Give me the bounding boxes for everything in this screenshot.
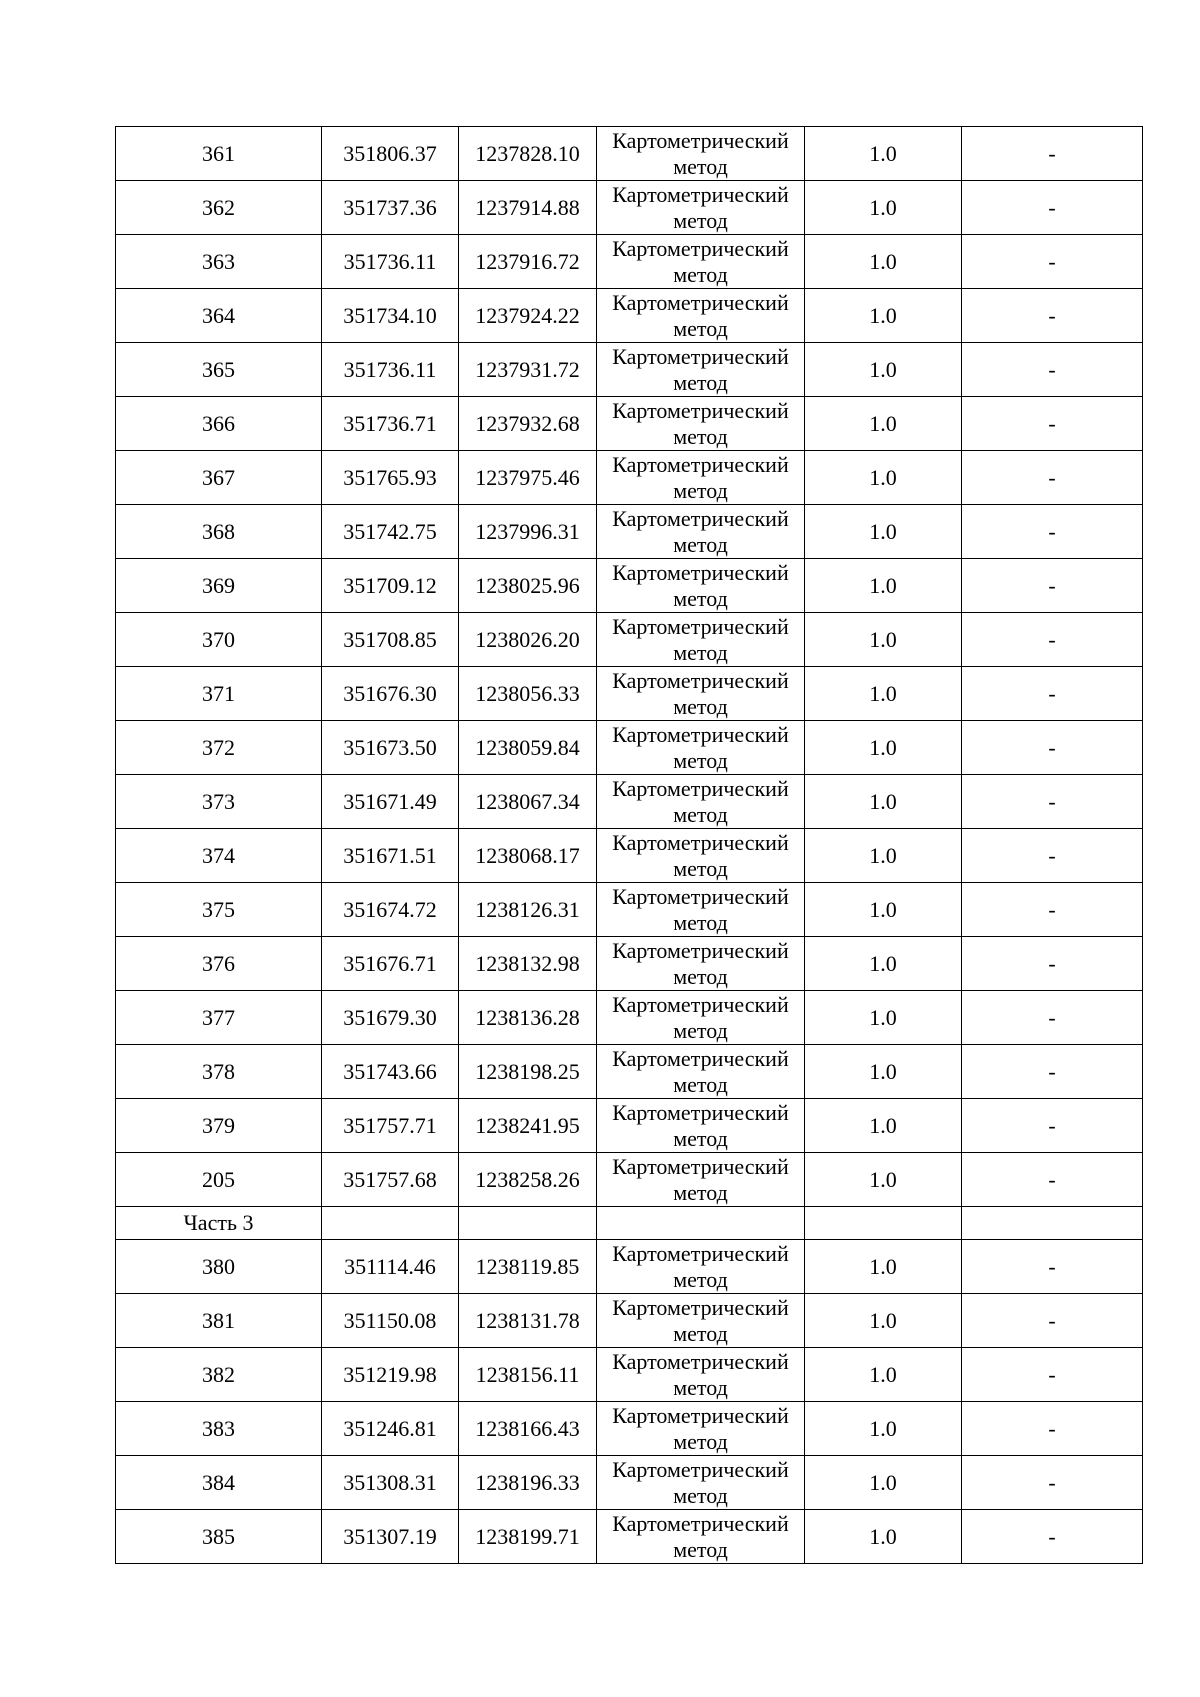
accuracy-cell: 1.0 <box>805 775 962 829</box>
accuracy-cell: 1.0 <box>805 1153 962 1207</box>
point-number-cell: 365 <box>116 343 322 397</box>
point-number-cell: 361 <box>116 127 322 181</box>
x-coordinate-cell: 351679.30 <box>322 991 459 1045</box>
method-line-2: метод <box>673 423 728 449</box>
point-number-cell: 376 <box>116 937 322 991</box>
accuracy-cell: 1.0 <box>805 1099 962 1153</box>
method-line-2: метод <box>673 1179 728 1205</box>
method-cell <box>597 1456 805 1510</box>
point-number-cell: 379 <box>116 1099 322 1153</box>
method-line-1: Картометрический <box>612 181 789 207</box>
table-row <box>116 829 1143 883</box>
note-cell: - <box>962 505 1143 559</box>
table-row <box>116 127 1143 181</box>
method-line-2: метод <box>673 1017 728 1043</box>
note-cell: - <box>962 181 1143 235</box>
method-cell <box>597 721 805 775</box>
note-cell: - <box>962 343 1143 397</box>
coordinates-table <box>115 126 1143 1564</box>
table-row <box>116 1153 1143 1207</box>
method-line-1: Картометрический <box>612 235 789 261</box>
y-coordinate-cell: 1238131.78 <box>459 1294 597 1348</box>
method-cell <box>597 883 805 937</box>
method-line-2: метод <box>673 1125 728 1151</box>
note-cell: - <box>962 1240 1143 1294</box>
method-cell <box>597 559 805 613</box>
note-cell: - <box>962 1510 1143 1564</box>
method-line-1: Картометрический <box>612 1099 789 1125</box>
method-cell <box>597 127 805 181</box>
y-coordinate-cell: 1238199.71 <box>459 1510 597 1564</box>
x-coordinate-cell: 351671.51 <box>322 829 459 883</box>
point-number-cell: 374 <box>116 829 322 883</box>
method-cell <box>597 1045 805 1099</box>
x-coordinate-cell: 351676.71 <box>322 937 459 991</box>
y-coordinate-cell: 1237914.88 <box>459 181 597 235</box>
y-coordinate-cell: 1237924.22 <box>459 289 597 343</box>
note-cell: - <box>962 1045 1143 1099</box>
method-cell <box>597 181 805 235</box>
table-row <box>116 1294 1143 1348</box>
x-coordinate-cell: 351219.98 <box>322 1348 459 1402</box>
accuracy-cell: 1.0 <box>805 289 962 343</box>
method-line-2: метод <box>673 693 728 719</box>
note-cell: - <box>962 829 1143 883</box>
y-coordinate-cell: 1238198.25 <box>459 1045 597 1099</box>
method-cell <box>597 1294 805 1348</box>
x-coordinate-cell: 351246.81 <box>322 1402 459 1456</box>
y-coordinate-cell: 1238166.43 <box>459 1402 597 1456</box>
x-coordinate-cell: 351114.46 <box>322 1240 459 1294</box>
method-line-1: Картометрический <box>612 937 789 963</box>
point-number-cell: 368 <box>116 505 322 559</box>
empty-cell <box>962 1207 1143 1240</box>
accuracy-cell: 1.0 <box>805 613 962 667</box>
point-number-cell: 362 <box>116 181 322 235</box>
method-line-1: Картометрический <box>612 127 789 153</box>
method-cell <box>597 937 805 991</box>
method-line-1: Картометрический <box>612 397 789 423</box>
table-row <box>116 181 1143 235</box>
method-cell <box>597 829 805 883</box>
point-number-cell: 378 <box>116 1045 322 1099</box>
accuracy-cell: 1.0 <box>805 451 962 505</box>
x-coordinate-cell: 351150.08 <box>322 1294 459 1348</box>
point-number-cell: 377 <box>116 991 322 1045</box>
method-cell <box>597 1099 805 1153</box>
method-line-2: метод <box>673 1320 728 1346</box>
section-header-row <box>116 1207 1143 1240</box>
x-coordinate-cell: 351674.72 <box>322 883 459 937</box>
method-line-2: метод <box>673 801 728 827</box>
point-number-cell: 373 <box>116 775 322 829</box>
point-number-cell: 371 <box>116 667 322 721</box>
note-cell: - <box>962 1456 1143 1510</box>
y-coordinate-cell: 1238196.33 <box>459 1456 597 1510</box>
coordinates-table-body <box>116 127 1143 1564</box>
method-line-2: метод <box>673 153 728 179</box>
table-row <box>116 883 1143 937</box>
method-cell <box>597 289 805 343</box>
table-row <box>116 1456 1143 1510</box>
x-coordinate-cell: 351806.37 <box>322 127 459 181</box>
y-coordinate-cell: 1238136.28 <box>459 991 597 1045</box>
note-cell: - <box>962 937 1143 991</box>
y-coordinate-cell: 1238056.33 <box>459 667 597 721</box>
y-coordinate-cell: 1238126.31 <box>459 883 597 937</box>
table-row <box>116 991 1143 1045</box>
note-cell: - <box>962 667 1143 721</box>
method-cell <box>597 991 805 1045</box>
x-coordinate-cell: 351757.68 <box>322 1153 459 1207</box>
method-line-2: метод <box>673 963 728 989</box>
y-coordinate-cell: 1237932.68 <box>459 397 597 451</box>
y-coordinate-cell: 1238156.11 <box>459 1348 597 1402</box>
table-row <box>116 505 1143 559</box>
method-line-2: метод <box>673 1428 728 1454</box>
note-cell: - <box>962 289 1143 343</box>
method-line-1: Картометрический <box>612 451 789 477</box>
method-cell <box>597 1402 805 1456</box>
accuracy-cell: 1.0 <box>805 1045 962 1099</box>
method-cell <box>597 1510 805 1564</box>
accuracy-cell: 1.0 <box>805 127 962 181</box>
empty-cell <box>322 1207 459 1240</box>
table-row <box>116 613 1143 667</box>
method-line-2: метод <box>673 1374 728 1400</box>
method-line-1: Картометрический <box>612 1348 789 1374</box>
y-coordinate-cell: 1238258.26 <box>459 1153 597 1207</box>
method-line-1: Картометрический <box>612 1045 789 1071</box>
point-number-cell: 384 <box>116 1456 322 1510</box>
x-coordinate-cell: 351736.11 <box>322 343 459 397</box>
x-coordinate-cell: 351709.12 <box>322 559 459 613</box>
accuracy-cell: 1.0 <box>805 1294 962 1348</box>
table-row <box>116 1045 1143 1099</box>
x-coordinate-cell: 351734.10 <box>322 289 459 343</box>
method-line-1: Картометрический <box>612 1294 789 1320</box>
y-coordinate-cell: 1238119.85 <box>459 1240 597 1294</box>
method-line-1: Картометрический <box>612 1402 789 1428</box>
method-line-2: метод <box>673 909 728 935</box>
y-coordinate-cell: 1238068.17 <box>459 829 597 883</box>
method-cell <box>597 1153 805 1207</box>
method-line-1: Картометрический <box>612 775 789 801</box>
method-cell <box>597 235 805 289</box>
y-coordinate-cell: 1238026.20 <box>459 613 597 667</box>
x-coordinate-cell: 351671.49 <box>322 775 459 829</box>
y-coordinate-cell: 1238067.34 <box>459 775 597 829</box>
x-coordinate-cell: 351307.19 <box>322 1510 459 1564</box>
method-line-2: метод <box>673 531 728 557</box>
note-cell: - <box>962 1402 1143 1456</box>
table-row <box>116 1099 1143 1153</box>
empty-cell <box>597 1207 805 1240</box>
y-coordinate-cell: 1237916.72 <box>459 235 597 289</box>
table-row <box>116 559 1143 613</box>
table-row <box>116 343 1143 397</box>
point-number-cell: 366 <box>116 397 322 451</box>
section-label: Часть 3 <box>116 1207 322 1240</box>
table-row <box>116 397 1143 451</box>
table-row <box>116 1402 1143 1456</box>
x-coordinate-cell: 351765.93 <box>322 451 459 505</box>
method-line-2: метод <box>673 477 728 503</box>
note-cell: - <box>962 1153 1143 1207</box>
accuracy-cell: 1.0 <box>805 1510 962 1564</box>
accuracy-cell: 1.0 <box>805 829 962 883</box>
x-coordinate-cell: 351743.66 <box>322 1045 459 1099</box>
method-line-1: Картометрический <box>612 991 789 1017</box>
method-line-2: метод <box>673 747 728 773</box>
method-line-1: Картометрический <box>612 721 789 747</box>
empty-cell <box>459 1207 597 1240</box>
y-coordinate-cell: 1238241.95 <box>459 1099 597 1153</box>
y-coordinate-cell: 1237828.10 <box>459 127 597 181</box>
table-row <box>116 937 1143 991</box>
table-row <box>116 775 1143 829</box>
x-coordinate-cell: 351736.11 <box>322 235 459 289</box>
method-line-2: метод <box>673 207 728 233</box>
table-row <box>116 667 1143 721</box>
point-number-cell: 385 <box>116 1510 322 1564</box>
method-line-2: метод <box>673 369 728 395</box>
method-line-2: метод <box>673 315 728 341</box>
method-line-2: метод <box>673 1536 728 1562</box>
method-cell <box>597 613 805 667</box>
method-line-1: Картометрический <box>612 1240 789 1266</box>
y-coordinate-cell: 1238025.96 <box>459 559 597 613</box>
note-cell: - <box>962 883 1143 937</box>
accuracy-cell: 1.0 <box>805 667 962 721</box>
accuracy-cell: 1.0 <box>805 991 962 1045</box>
note-cell: - <box>962 1099 1143 1153</box>
x-coordinate-cell: 351736.71 <box>322 397 459 451</box>
accuracy-cell: 1.0 <box>805 343 962 397</box>
table-row <box>116 1510 1143 1564</box>
method-cell <box>597 397 805 451</box>
x-coordinate-cell: 351676.30 <box>322 667 459 721</box>
note-cell: - <box>962 991 1143 1045</box>
method-line-2: метод <box>673 1266 728 1292</box>
x-coordinate-cell: 351757.71 <box>322 1099 459 1153</box>
point-number-cell: 383 <box>116 1402 322 1456</box>
point-number-cell: 372 <box>116 721 322 775</box>
method-cell <box>597 775 805 829</box>
x-coordinate-cell: 351308.31 <box>322 1456 459 1510</box>
method-line-1: Картометрический <box>612 1153 789 1179</box>
note-cell: - <box>962 559 1143 613</box>
method-line-2: метод <box>673 1071 728 1097</box>
point-number-cell: 375 <box>116 883 322 937</box>
point-number-cell: 367 <box>116 451 322 505</box>
point-number-cell: 370 <box>116 613 322 667</box>
y-coordinate-cell: 1237931.72 <box>459 343 597 397</box>
x-coordinate-cell: 351708.85 <box>322 613 459 667</box>
accuracy-cell: 1.0 <box>805 181 962 235</box>
note-cell: - <box>962 1348 1143 1402</box>
method-line-2: метод <box>673 855 728 881</box>
method-line-1: Картометрический <box>612 883 789 909</box>
accuracy-cell: 1.0 <box>805 883 962 937</box>
point-number-cell: 363 <box>116 235 322 289</box>
point-number-cell: 364 <box>116 289 322 343</box>
method-cell <box>597 1240 805 1294</box>
method-line-1: Картометрический <box>612 829 789 855</box>
note-cell: - <box>962 1294 1143 1348</box>
method-line-1: Картометрический <box>612 505 789 531</box>
accuracy-cell: 1.0 <box>805 937 962 991</box>
table-row <box>116 235 1143 289</box>
method-cell <box>597 451 805 505</box>
accuracy-cell: 1.0 <box>805 397 962 451</box>
note-cell: - <box>962 127 1143 181</box>
method-cell <box>597 505 805 559</box>
method-line-1: Картометрический <box>612 667 789 693</box>
method-line-1: Картометрический <box>612 613 789 639</box>
table-row <box>116 721 1143 775</box>
note-cell: - <box>962 721 1143 775</box>
method-line-1: Картометрический <box>612 343 789 369</box>
method-line-2: метод <box>673 585 728 611</box>
method-line-2: метод <box>673 639 728 665</box>
accuracy-cell: 1.0 <box>805 559 962 613</box>
accuracy-cell: 1.0 <box>805 1456 962 1510</box>
x-coordinate-cell: 351742.75 <box>322 505 459 559</box>
method-line-1: Картометрический <box>612 559 789 585</box>
table-row <box>116 1240 1143 1294</box>
method-line-1: Картометрический <box>612 1510 789 1536</box>
accuracy-cell: 1.0 <box>805 1402 962 1456</box>
accuracy-cell: 1.0 <box>805 721 962 775</box>
y-coordinate-cell: 1238132.98 <box>459 937 597 991</box>
table-row <box>116 1348 1143 1402</box>
method-line-2: метод <box>673 261 728 287</box>
note-cell: - <box>962 235 1143 289</box>
method-cell <box>597 343 805 397</box>
method-cell <box>597 1348 805 1402</box>
accuracy-cell: 1.0 <box>805 235 962 289</box>
x-coordinate-cell: 351673.50 <box>322 721 459 775</box>
point-number-cell: 369 <box>116 559 322 613</box>
y-coordinate-cell: 1237996.31 <box>459 505 597 559</box>
x-coordinate-cell: 351737.36 <box>322 181 459 235</box>
accuracy-cell: 1.0 <box>805 1240 962 1294</box>
table-row <box>116 451 1143 505</box>
method-line-1: Картометрический <box>612 289 789 315</box>
method-line-2: метод <box>673 1482 728 1508</box>
table-row <box>116 289 1143 343</box>
point-number-cell: 382 <box>116 1348 322 1402</box>
y-coordinate-cell: 1238059.84 <box>459 721 597 775</box>
y-coordinate-cell: 1237975.46 <box>459 451 597 505</box>
note-cell: - <box>962 775 1143 829</box>
empty-cell <box>805 1207 962 1240</box>
point-number-cell: 205 <box>116 1153 322 1207</box>
note-cell: - <box>962 451 1143 505</box>
note-cell: - <box>962 613 1143 667</box>
note-cell: - <box>962 397 1143 451</box>
accuracy-cell: 1.0 <box>805 505 962 559</box>
method-cell <box>597 667 805 721</box>
accuracy-cell: 1.0 <box>805 1348 962 1402</box>
point-number-cell: 380 <box>116 1240 322 1294</box>
point-number-cell: 381 <box>116 1294 322 1348</box>
method-line-1: Картометрический <box>612 1456 789 1482</box>
